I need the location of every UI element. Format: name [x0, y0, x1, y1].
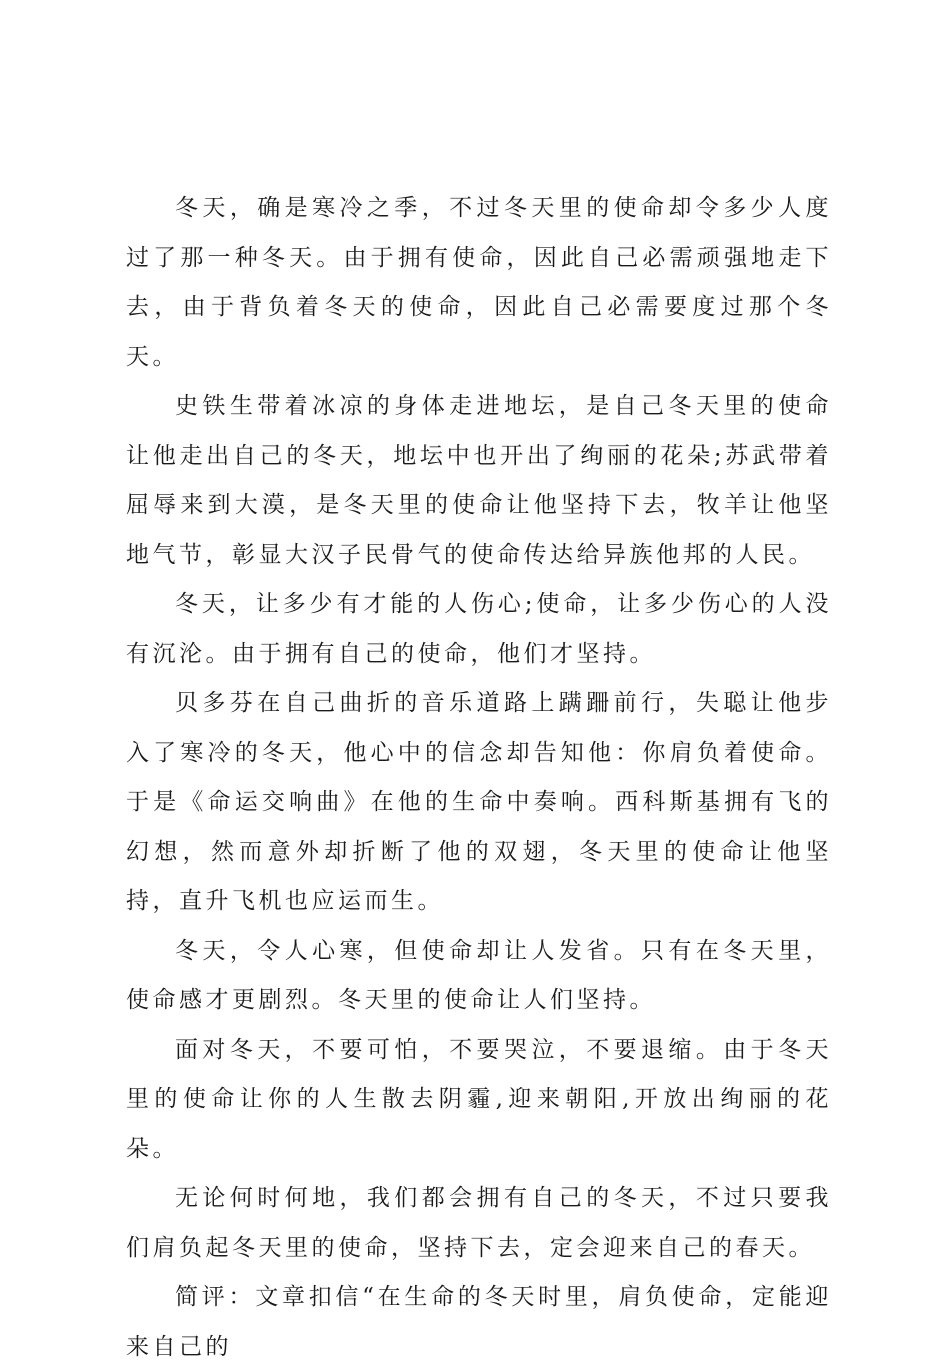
paragraph-1: 冬天，确是寒冷之季，不过冬天里的使命却令多少人度过了那一种冬天。由于拥有使命，因此自己必需顽强地走下去，由于背负着冬天的使命，因此自己必需要度过那个冬天。 [126, 195, 832, 370]
paragraph-8: 简评：文章扣信“在生命的冬天时里，肩负使命，定能迎来自己的 [126, 1284, 832, 1360]
paragraph-2: 史铁生带着冰凉的身体走进地坛，是自己冬天里的使命让他走出自己的冬天，地坛中也开出了绚丽的花朵;苏武带着屈辱来到大漠，是冬天里的使命让他坚持下去，牧羊让他坚地气节，彰显大汉子民骨气的使命传达给异族他邦的人民。 [126, 393, 832, 568]
paragraph-7: 无论何时何地，我们都会拥有自己的冬天，不过只要我们肩负起冬天里的使命，坚持下去，定会迎来自己的春天。 [126, 1185, 832, 1261]
document-body [126, 184, 832, 1372]
paragraph-6: 面对冬天，不要可怕，不要哭泣，不要退缩。由于冬天里的使命让你的人生散去阴霾,迎来朝阳,开放出绚丽的花朵。 [126, 1036, 832, 1162]
paragraph-5: 冬天，令人心寒，但使命却让人发省。只有在冬天里，使命感才更剧烈。冬天里的使命让人们坚持。 [126, 937, 832, 1013]
paragraph-4: 贝多芬在自己曲折的音乐道路上蹒跚前行，失聪让他步入了寒冷的冬天，他心中的信念却告知他：你肩负着使命。于是《命运交响曲》在他的生命中奏响。西科斯基拥有飞的幻想，然而意外却折断了他的双翅，冬天里的使命让他坚持，直升飞机也应运而生。 [126, 690, 832, 914]
paragraph-3: 冬天，让多少有才能的人伤心;使命，让多少伤心的人没有沉沦。由于拥有自己的使命，他们才坚持。 [126, 591, 832, 667]
